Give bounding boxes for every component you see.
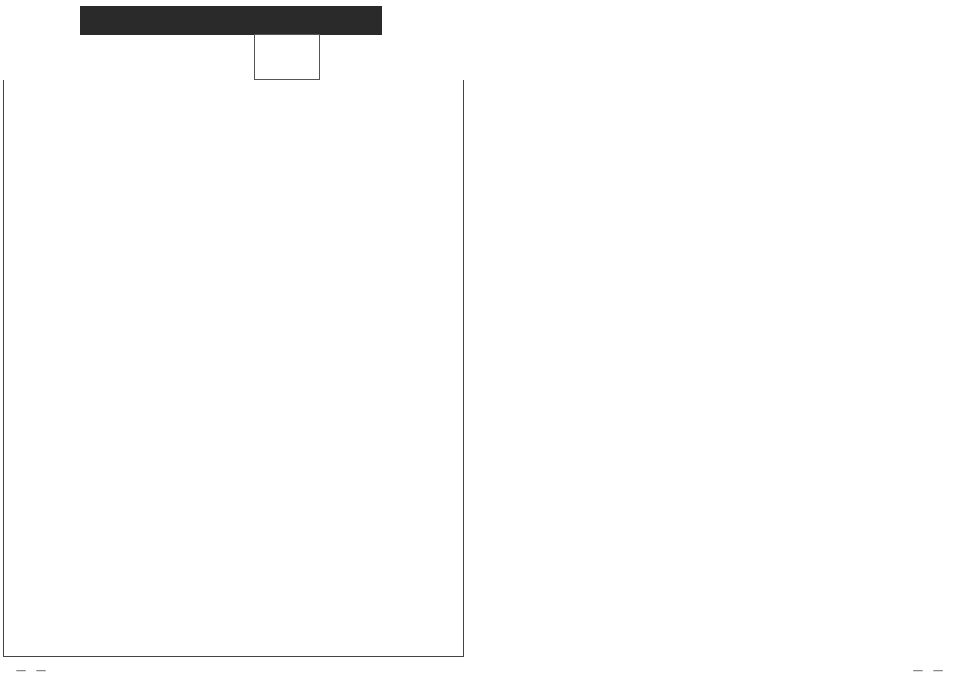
left-page <box>0 0 475 675</box>
header-suggested <box>254 34 320 80</box>
footer-right: — — <box>913 665 956 676</box>
footer-left: — — <box>3 665 46 676</box>
table-title <box>80 6 382 35</box>
settings-table-frame <box>3 80 464 657</box>
